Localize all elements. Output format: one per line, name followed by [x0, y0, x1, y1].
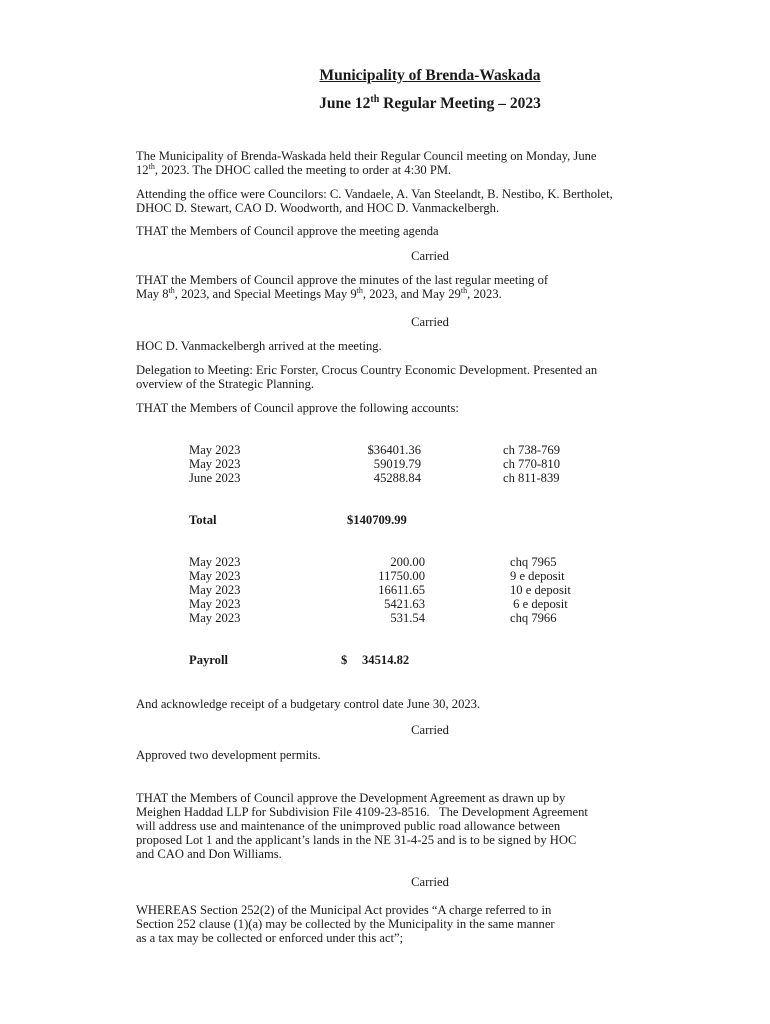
motion-agenda: THAT the Members of Council approve the meeting agenda [136, 224, 439, 238]
attending-paragraph [136, 187, 736, 215]
payroll-amount: 200.00 [390, 555, 425, 569]
arrival-note: HOC D. Vanmackelbergh arrived at the meeting. [136, 339, 382, 353]
minutes-superscript: th [356, 286, 363, 295]
subtitle-text-rest: Regular Meeting – 2023 [379, 95, 541, 112]
carried-label: Carried [411, 249, 449, 263]
permits-note: Approved two development permits. [136, 748, 321, 762]
attending-line-1: Attending the office were Councilors: C. Vandaele, A. Van Steelandt, B. Nestibo, K. Bertholet, [136, 187, 613, 201]
carried-label: Carried [411, 875, 449, 889]
intro-line-2 [136, 163, 736, 177]
total-label: Total [189, 513, 217, 527]
payroll-amount-total: 34514.82 [362, 653, 410, 667]
delegation-paragraph [136, 363, 736, 391]
account-date: June 2023 [189, 471, 241, 485]
meeting-subtitle [0, 95, 770, 113]
dev-line-2: Meighen Haddad LLP for Subdivision File 4109-23-8516. The Development Agreement [136, 805, 588, 819]
payroll-amount: 16611.65 [378, 583, 425, 597]
payroll-amount: 531.54 [390, 611, 425, 625]
payroll-amount: 5421.63 [384, 597, 425, 611]
minutes-superscript: th [168, 286, 175, 295]
minutes-line-1: THAT the Members of Council approve the minutes of the last regular meeting of [136, 273, 549, 287]
motion-accounts: THAT the Members of Council approve the following accounts: [136, 401, 459, 415]
motion-minutes [136, 273, 736, 301]
intro-rest: , 2023. The DHOC called the meeting to order at 4:30 PM. [154, 163, 452, 177]
payroll-reference: chq 7966 [510, 611, 557, 625]
minutes-text: , 2023, and Special Meetings May 9 [174, 287, 357, 301]
account-amount: $36401.36 [367, 443, 421, 457]
dev-line-5: and CAO and Don Williams. [136, 847, 282, 861]
minutes-text: , 2023, and May 29 [362, 287, 461, 301]
payroll-date: May 2023 [189, 583, 241, 597]
intro-date: 12 [136, 163, 149, 177]
payroll-date: May 2023 [189, 569, 241, 583]
minutes-superscript: th [460, 286, 468, 295]
payroll-date: May 2023 [189, 555, 241, 569]
subtitle-superscript: th [370, 93, 380, 105]
subtitle-text: June 12 [319, 95, 371, 112]
carried-label: Carried [411, 723, 449, 737]
payroll-date: May 2023 [189, 597, 241, 611]
payroll-reference: 10 e deposit [510, 583, 571, 597]
delegation-line-2: overview of the Strategic Planning. [136, 377, 315, 391]
payroll-label: Payroll [189, 653, 228, 667]
account-amount: 45288.84 [373, 471, 421, 485]
account-cheques: ch 811-839 [503, 471, 560, 485]
account-date: May 2023 [189, 457, 241, 471]
payroll-currency: $ [341, 653, 348, 667]
carried-label: Carried [411, 315, 449, 329]
total-amount: $140709.99 [347, 513, 407, 527]
attending-line-2: DHOC D. Stewart, CAO D. Woodworth, and HOC D. Vanmackelbergh. [136, 201, 500, 215]
minutes-line-2 [136, 287, 736, 301]
intro-superscript: th [148, 162, 155, 171]
payroll-date: May 2023 [189, 611, 241, 625]
page-title: Municipality of Brenda-Waskada [319, 67, 541, 84]
whereas-clause [136, 903, 736, 945]
dev-line-4: proposed Lot 1 and the applicant’s lands in the NE 31-4-25 and is to be signed by HOC [136, 833, 577, 847]
payroll-reference: 6 e deposit [510, 597, 568, 611]
dev-line-1: THAT the Members of Council approve the Development Agreement as drawn up by [136, 791, 566, 805]
dev-line-3: will address use and maintenance of the unimproved public road allowance between [136, 819, 561, 833]
whereas-line-3: as a tax may be collected or enforced under this act”; [136, 931, 404, 945]
minutes-text: May 8 [136, 287, 169, 301]
development-agreement-motion [136, 791, 736, 861]
account-cheques: ch 738-769 [503, 443, 561, 457]
budget-acknowledgement: And acknowledge receipt of a budgetary control date June 30, 2023. [136, 697, 481, 711]
minutes-text: , 2023. [467, 287, 502, 301]
whereas-line-1: WHEREAS Section 252(2) of the Municipal Act provides “A charge referred to in [136, 903, 552, 917]
delegation-line-1: Delegation to Meeting: Eric Forster, Crocus Country Economic Development. Presented an [136, 363, 598, 377]
payroll-reference: chq 7965 [510, 555, 557, 569]
whereas-line-2: Section 252 clause (1)(a) may be collected by the Municipality in the same manner [136, 917, 555, 931]
intro-paragraph [136, 149, 736, 177]
account-cheques: ch 770-810 [503, 457, 561, 471]
intro-line-1: The Municipality of Brenda-Waskada held their Regular Council meeting on Monday, June [136, 149, 597, 163]
payroll-reference: 9 e deposit [510, 569, 565, 583]
payroll-amount: 11750.00 [378, 569, 425, 583]
account-date: May 2023 [189, 443, 241, 457]
account-amount: 59019.79 [373, 457, 421, 471]
